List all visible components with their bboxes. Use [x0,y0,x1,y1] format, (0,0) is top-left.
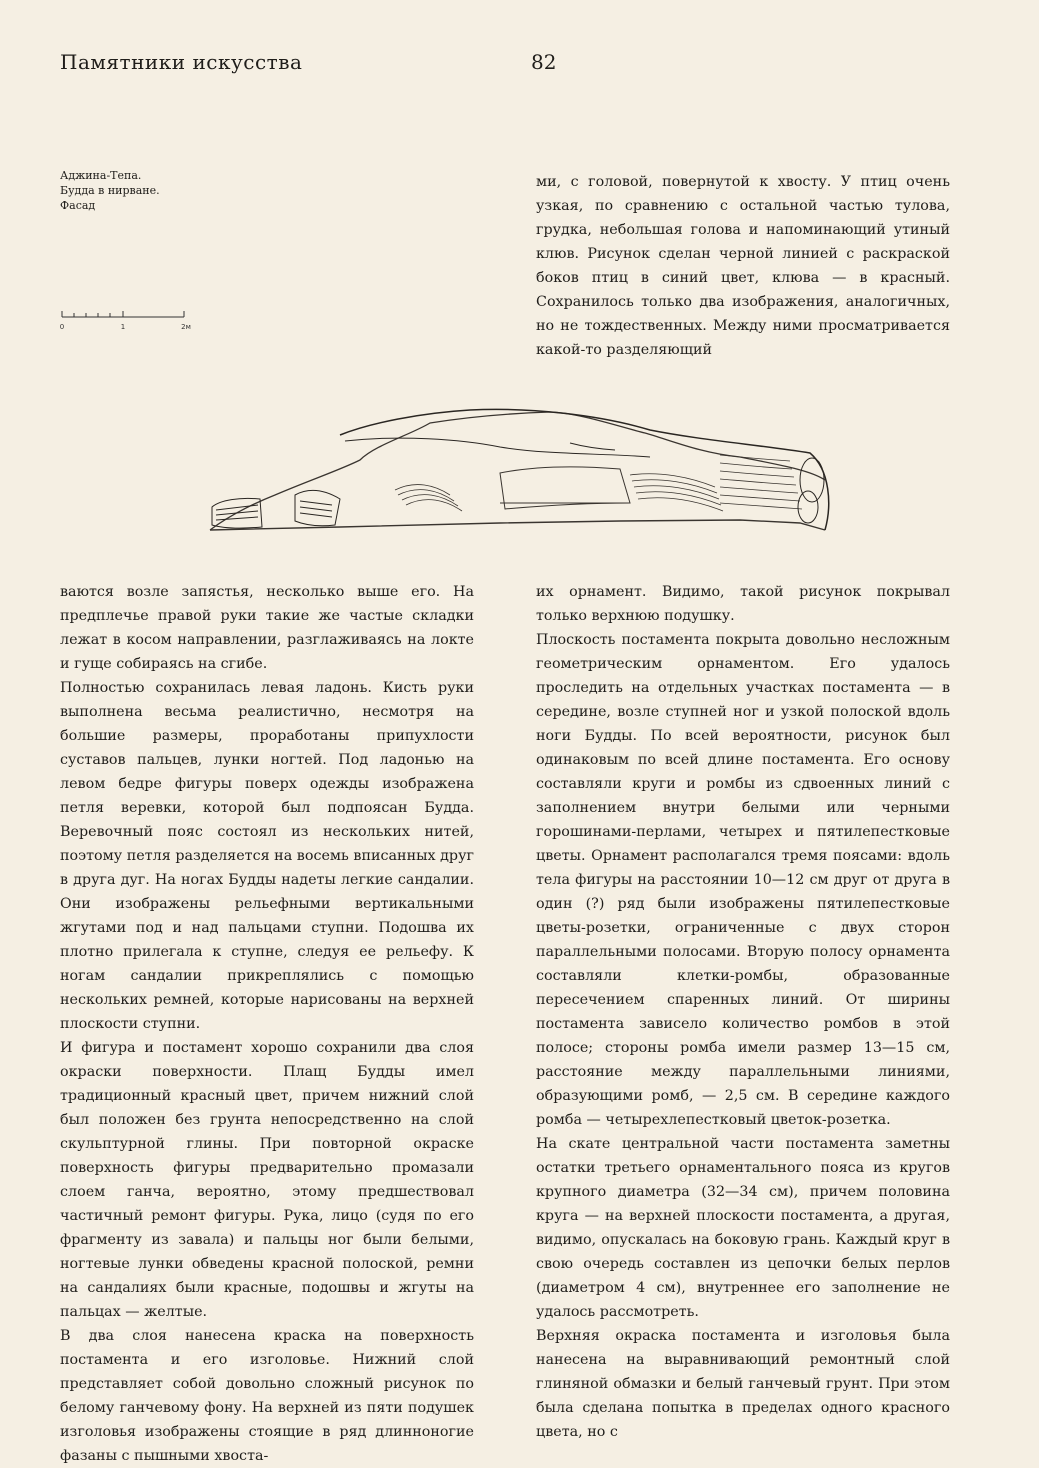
caption-line: Аджина-Тепа. [60,169,142,182]
running-title: Памятники искусства [60,50,303,74]
reclining-buddha-illustration [200,395,850,560]
figure-caption [60,168,260,213]
text-column-right [536,580,950,1440]
caption-line: Будда в нирване. [60,184,160,197]
paragraph: ми, с головой, повернутой к хвосту. У птиц очень узкая, по сравнению с остальной частью тулова, грудка, небольшая голова и напоминающий утиный клюв. Рисунок сделан черной линией с раскраской боков птиц в синий цвет, клюва — в красный. Сохранилось только два изображения, аналогичных, но не тождественных. Между ними просматривается какой-то разделяющий [536,174,950,358]
paragraph: В два слоя нанесена краска на поверхность постамента и его изголовье. Нижний слой представляет собой довольно сложный рисунок по белому ганчевому фону. На верхней из пяти подушек изголовья изображены стоящие в ряд длинноногие фазаны с пышными хвоста- [60,1328,474,1464]
text-column-right-top [536,170,950,358]
text-column-left [60,580,474,1464]
paragraph: На скате центральной части постамента заметны остатки третьего орнаментального пояса из кругов крупного диаметра (32—34 см), причем половина круга — на верхней плоскости постамента, а другая, видимо, опускалась на боковую грань. Каждый круг в свою очередь составлен из цепочки белых перлов (диаметром 4 см), внутреннее его заполнение не удалось рассмотреть. [536,1136,950,1320]
paragraph: ваются возле запястья, несколько выше его. На предплечье правой руки такие же частые складки лежат в косом направлении, разглаживаясь на локте и гуще собираясь на сгибе. [60,584,474,672]
paragraph: Плоскость постамента покрыта довольно несложным геометрическим орнаментом. Его удалось проследить на отдельных участках постамента — в середине, возле ступней ног и узкой полоской вдоль ноги Будды. По всей вероятности, рисунок был одинаковым по всей длине постамента. Его основу составляли круги и ромбы из сдвоенных линий с заполнением внутри белыми или черными горошинами-перлами, четырех и пятилепестковые цветы. Орнамент располагался тремя поясами: вдоль тела фигуры на расстоянии 10—12 см друг от друга в один (?) ряд были изображены пятилепестковые цветы-розетки, ограниченные с двух сторон параллельными полосами. Вторую полосу орнамента составляли клетки-ромбы, образованные пересечением спаренных линий. От ширины постамента зависело количество ромбов в этой полосе; стороны ромба имели размер 13—15 см, расстояние между параллельными линиями, образующими ромб, — 2,5 см. В середине каждого ромба — четырехлепестковый цветок-розетка. [536,632,950,1128]
caption-line: Фасад [60,199,96,212]
scale-tick-label: 2м [181,323,191,331]
paragraph: Полностью сохранилась левая ладонь. Кисть руки выполнена весьма реалистично, несмотря на большие размеры, проработаны припухлости суставов пальцев, лунки ногтей. Под ладонью на левом бедре фигуры поверх одежды изображена петля веревки, которой был подпоясан Будда. Веревочный пояс состоял из нескольких нитей, поэтому петля разделяется на восемь вписанных друг в друга дуг. На ногах Будды надеты легкие сандалии. Они изображены рельефными вертикальными жгутами под и над пальцами ступни. Подошва их плотно прилегала к ступне, следуя ее рельефу. К ногам сандалии прикреплялись с помощью нескольких ремней, которые нарисованы на верхней плоскости ступни. [60,680,474,1032]
paragraph: И фигура и постамент хорошо сохранили два слоя окраски поверхности. Плащ Будды имел традиционный красный цвет, причем нижний слой был положен без грунта непосредственно на слой скульптурной глины. При повторной окраске поверхность фигуры предварительно промазали слоем ганча, вероятно, этому предшествовал частичный ремонт фигуры. Рука, лицо (судя по его фрагменту из завала) и пальцы ног были белыми, ногтевые лунки обведены красной полоской, ремни на сандалиях были красные, подошвы и жгуты на пальцах — желтые. [60,1040,474,1320]
paragraph: их орнамент. Видимо, такой рисунок покрывал только верхнюю подушку. [536,584,950,624]
paragraph: Верхняя окраска постамента и изголовья была нанесена на выравнивающий ремонтный слой глиняной обмазки и белый ганчевый грунт. При этом была сделана попытка в пределах одного красного цвета, но с [536,1328,950,1440]
scale-tick-label: 0 [60,323,65,331]
scale-tick-label: 1 [120,323,126,331]
page-number: 82 [531,50,557,74]
scale-bar [60,305,200,333]
